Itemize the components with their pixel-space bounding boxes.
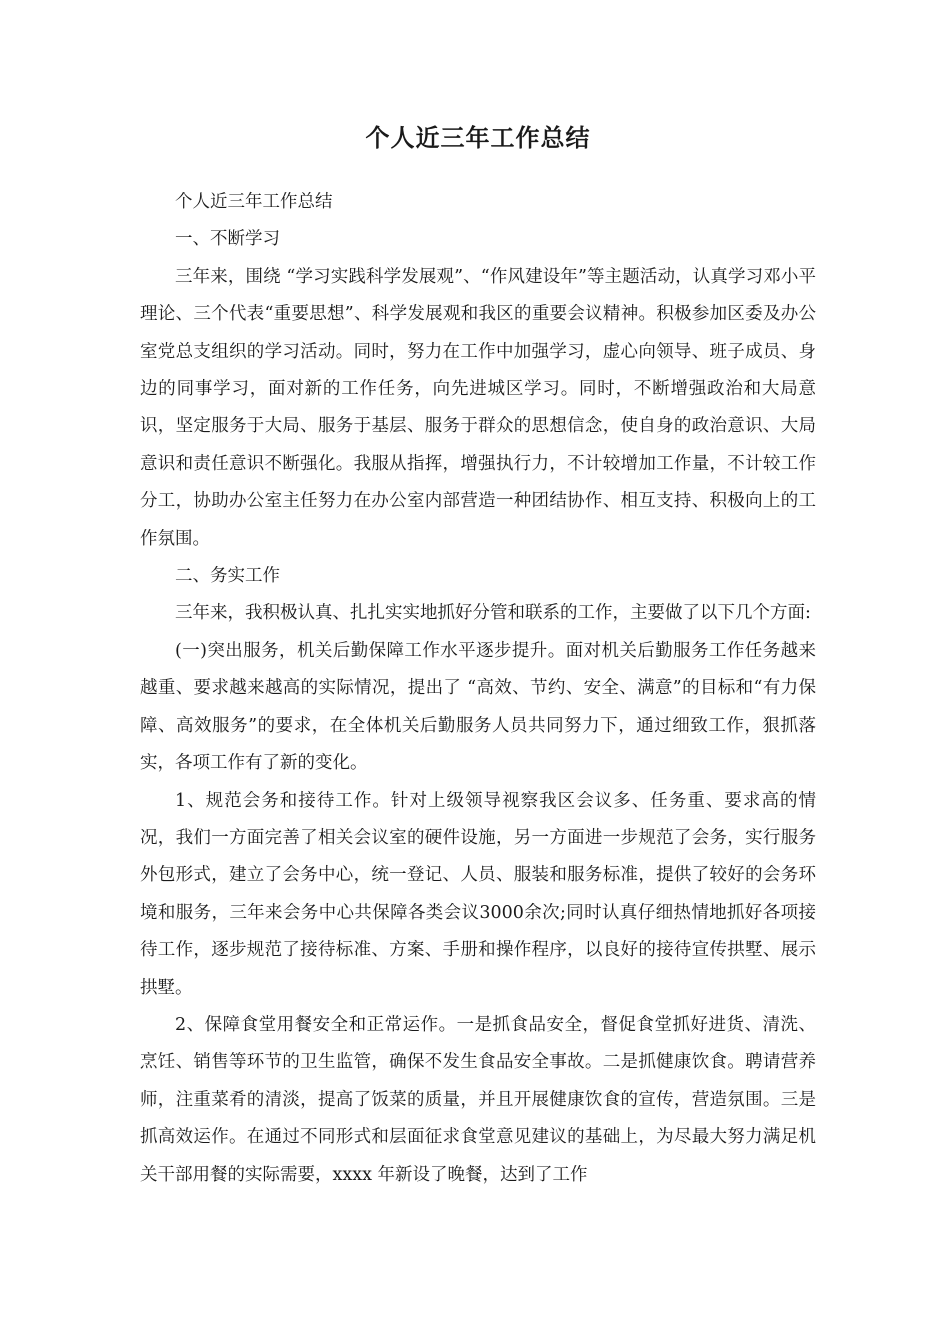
body-paragraph: 三年来，我积极认真、扎扎实实地抓好分管和联系的工作，主要做了以下几个方面: bbox=[175, 603, 811, 624]
body-paragraph: 2、保障食堂用餐安全和正常运作。一是抓食品安全，督促食堂抓好进货、清洗、烹饪、销售等环节的卫生监管，确保不发生食品安全事故。二是抓健康饮食。聘请营养师，注重菜肴的清淡，提高了饭菜的质量，并且开展健康饮食的宣传，营造氛围。三是抓高效运作。在通过不同形式和层面征求食堂意见建议的基础上，为尽最大努力满足机关干部用餐的实际需要，xxxx 年新设了晚餐，达到了工作 bbox=[140, 1014, 816, 1185]
document-title: 个人近三年工作总结 bbox=[365, 124, 591, 152]
section-heading-1: 一、不断学习 bbox=[175, 229, 280, 250]
body-paragraph: 三年来，围绕 “学习实践科学发展观”、“作风建设年”等主题活动，认真学习邓小平理论、三个代表“重要思想”、科学发展观和我区的重要会议精神。积极参加区委及办公室党总支组织的学习活动。同时，努力在工作中加强学习，虚心向领导、班子成员、身边的同事学习，面对新的工作任务，向先进城区学习。同时，不断增强政治和大局意识，坚定服务于大局、服务于基层、服务于群众的思想信念，使自身的政治意识、大局意识和责任意识不断强化。我服从指挥，增强执行力，不计较增加工作量，不计较工作分工，协助办公室主任努力在办公室内部营造一种团结协作、相互支持、积极向上的工作氛围。 bbox=[140, 266, 816, 549]
body-paragraph: (一)突出服务，机关后勤保障工作水平逐步提升。面对机关后勤服务工作任务越来越重、要求越来越高的实际情况，提出了 “高效、节约、安全、满意”的目标和“有力保障、高效服务”的要求，在全体机关后勤服务人员共同努力下，通过细致工作，狠抓落实，各项工作有了新的变化。 bbox=[140, 640, 816, 774]
subtitle-paragraph: 个人近三年工作总结 bbox=[175, 192, 333, 212]
body-paragraph: 1、规范会务和接待工作。针对上级领导视察我区会议多、任务重、要求高的情况，我们一方面完善了相关会议室的硬件设施，另一方面进一步规范了会务，实行服务外包形式，建立了会务中心，统一登记、人员、服装和服务标准，提供了较好的会务环境和服务，三年来会务中心共保障各类会议3000余次;同时认真仔细热情地抓好各项接待工作，逐步规范了接待标准、方案、手册和操作程序，以良好的接待宣传拱墅、展示拱墅。 bbox=[140, 790, 816, 998]
section-heading-2: 二、务实工作 bbox=[175, 566, 280, 587]
